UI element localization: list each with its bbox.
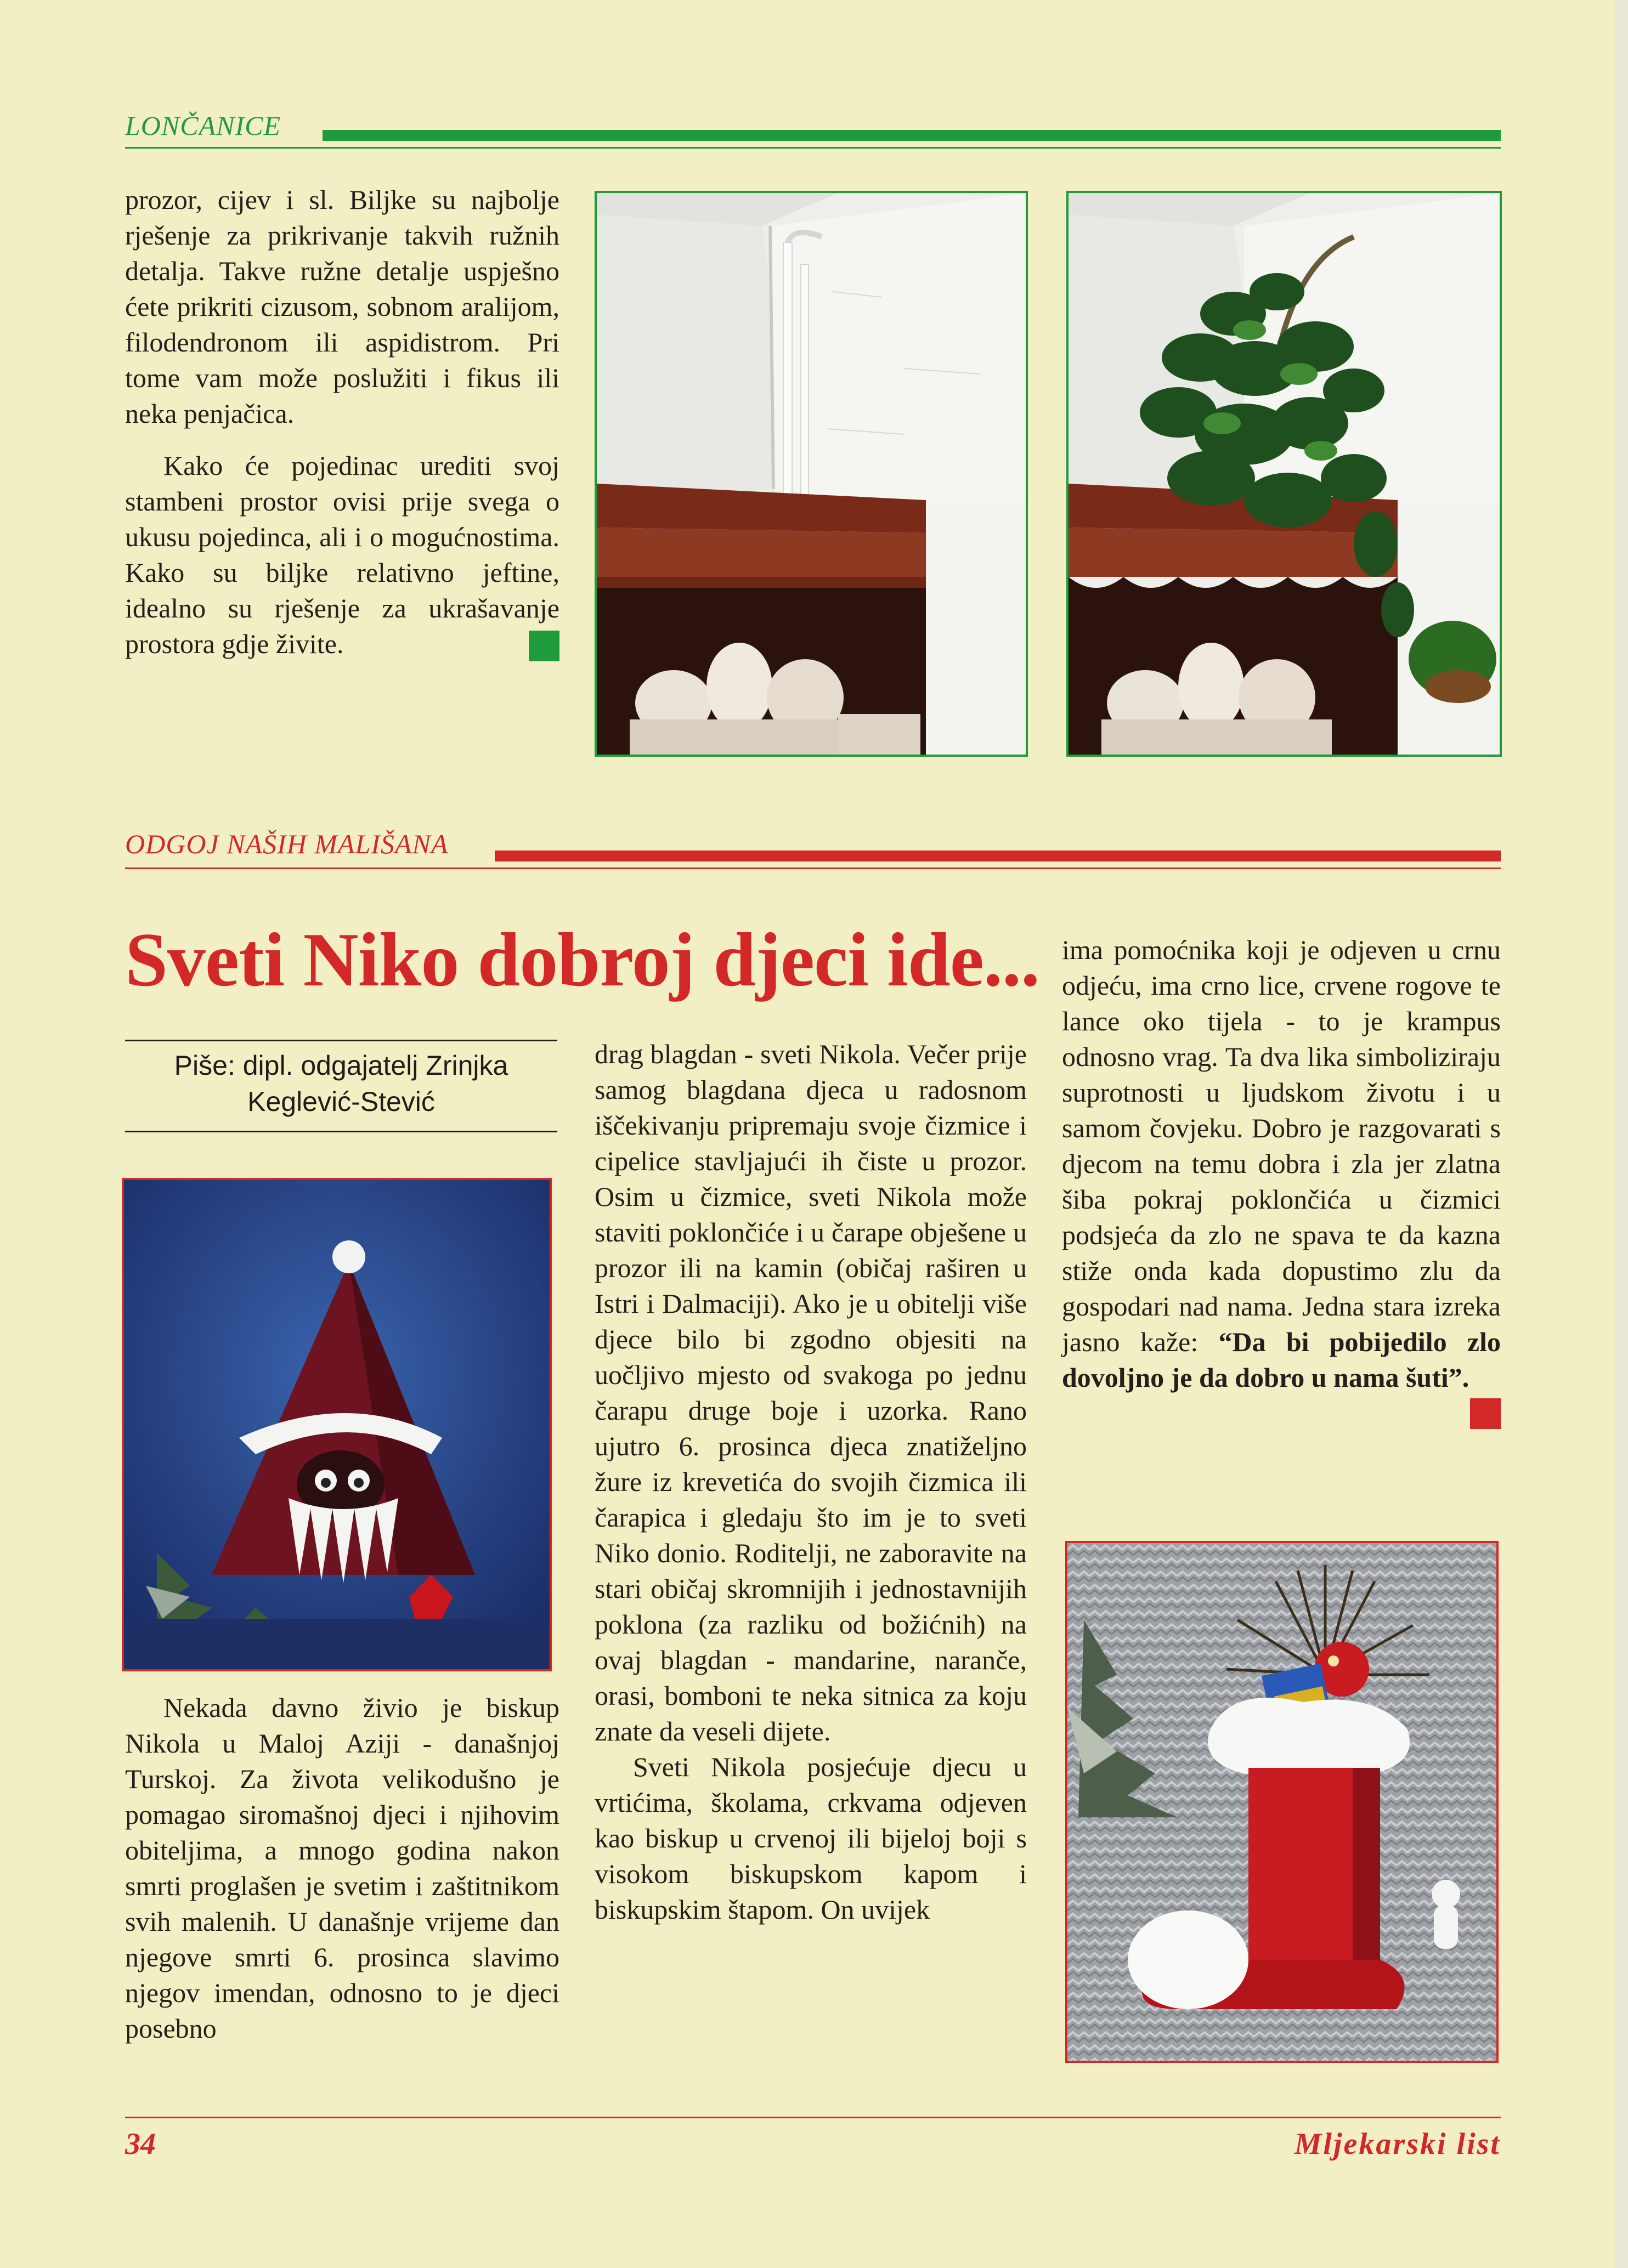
byline-line-1: Piše: dipl. odgajatelj Zrinjka	[174, 1050, 508, 1081]
loncanice-paragraph-1: prozor, cijev i sl. Biljke su najbolje rješenje za prikrivanje takvih ružnih detalja. Takve ružne detalje uspješno ćete prikriti cizusom, sobnom aralijom, filodendronom ili aspidistrom. Pri tome vam može poslužiti i fikus ili neka penjačica.	[125, 184, 559, 429]
section-label-odgoj: ODGOJ NAŠIH MALIŠANA	[125, 829, 449, 859]
end-mark-red	[1470, 1398, 1501, 1429]
byline-line-2: Keglević-Stević	[247, 1086, 435, 1117]
article-column-3	[1062, 932, 1501, 1433]
section-label-loncanice: LONČANICE	[125, 110, 281, 141]
photo-corner-with-pipe-image	[597, 193, 1026, 755]
byline-rule-bottom	[125, 1131, 557, 1132]
photo-corner-with-pipe	[595, 191, 1028, 757]
article-byline	[125, 1047, 557, 1120]
end-mark-green	[529, 631, 559, 661]
footer-rule	[125, 2117, 1501, 2118]
section-rule-red-thick	[495, 850, 1501, 861]
loncanice-paragraph-2-text: Kako će pojedinac urediti svoj stambeni prostor ovisi prije svega o ukusu pojedinca, ali i o mogućnostima. Kako su biljke relativno jeftine, idealno su rješenje za ukrašavanje prostora gdje živite.	[125, 450, 559, 659]
article-col2-paragraph-2: Sveti Nikola posjećuje djecu u vrtićima, školama, crkvama odjeven kao biskup u crvenoj ili bijeloj boji s visokom biskupskom kapom i biskupskim štapom. On uvijek	[595, 1751, 1027, 1925]
photo-corner-with-plant	[1066, 191, 1502, 757]
article-column-1	[125, 1690, 559, 2046]
article-col3-quote: “Da bi pobijedilo zlo dovoljno je da dobro u nama šuti”.	[1062, 1326, 1501, 1393]
article-col3-text: ima pomoćnika koji je odjeven u crnu odjeću, ima crno lice, crvene rogove te lance oko tijela - to je krampus odnosno vrag. Ta dva lika simboliziraju suprotnosti u ljudskom životu i u samom čovjeku. Dobro je razgovarati s djecom na temu dobra i zla jer zlatna šiba pokraj poklončića u čizmici podsjeća da zlo ne spava te da kazna stiže onda kada dopustimo zlu da gospodari nad nama. Jedna stara izreka jasno kaže:	[1062, 934, 1501, 1357]
page-number: 34	[125, 2127, 156, 2161]
photo-corner-with-plant-image	[1069, 193, 1500, 755]
article-col1-paragraph: Nekada davno živio je biskup Nikola u Maloj Aziji - današnjoj Turskoj. Za života velikodušno je pomagao siromašnoj djeci i njihovim obiteljima, a mnogo godina nakon smrti proglašen je svetim i zaštitnikom svih malenih. U današnje vrijeme dan njegove smrti 6. prosinca slavimo njegov imendan, odnosno to je djeci posebno	[125, 1692, 559, 2044]
article-headline: Sveti Niko dobroj djeci ide...	[125, 917, 1039, 1002]
section-rule-red-thin	[125, 867, 1501, 869]
section-rule-green-thick	[323, 130, 1501, 141]
article-column-2	[595, 1036, 1027, 1927]
photo-santa-boot	[1065, 1541, 1499, 2063]
photo-paper-santa-image	[124, 1180, 550, 1669]
section-rule-green-thin	[125, 147, 1501, 149]
article-col2-paragraph-1: drag blagdan - sveti Nikola. Večer prije samog blagdana djeca u radosnom iščekivanju pripremaju svoje čizmice i cipelice stavljajući ih čiste u prozor. Osim u čizmice, sveti Nikola može staviti poklončiće i u čarape obješene u prozor ili na kamin (običaj raširen u Istri i Dalmaciji). Ako je u obitelji više djece bilo bi zgodno objesiti na uočljivo mjesto od svakoga po jednu čarapu druge boje i uzorka. Rano ujutro 6. prosinca djeca znatiželjno žure iz krevetića do svojih čizmica ili čarapica i gledaju što im je to sveti Niko donio. Roditelji, ne zaboravite na stari običaj skromnijih i jednostavnijih poklona (za razliku od božićnih) na ovaj blagdan - mandarine, naranče, orasi, bomboni te neka sitnica za koju znate da veseli dijete.	[595, 1039, 1027, 1747]
loncanice-text-column	[125, 182, 559, 662]
magazine-name: Mljekarski list	[1294, 2127, 1501, 2161]
loncanice-paragraph-2	[125, 448, 559, 662]
byline-rule-top	[125, 1040, 557, 1041]
page-edge	[1615, 0, 1628, 2268]
photo-santa-boot-image	[1067, 1543, 1496, 2061]
photo-paper-santa	[122, 1178, 552, 1671]
article-col3-paragraph	[1062, 932, 1501, 1396]
